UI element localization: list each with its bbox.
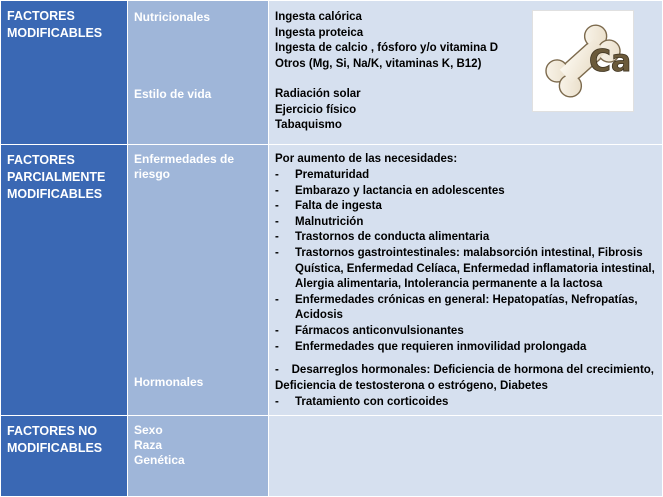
detail-cell [269,1,663,145]
list-item: Raza [134,438,163,453]
list-item: - Trastornos de conducta alimentaria [275,231,490,244]
subcategory-cell [128,1,269,145]
bone-calcium-icon [532,10,634,112]
row-modifiable [1,1,663,145]
category-label: FACTORES MODIFICABLES [7,9,103,40]
list-item: - Malnutrición [275,215,364,228]
list-item: Tabaquismo [275,119,342,132]
subcategory-nutricionales: Nutricionales [134,10,211,24]
list-item: - Enfermedades que requieren inmovilidad prolongada [275,340,587,353]
subcategory-cell [128,416,269,497]
category-cell [1,416,128,497]
list-item: Sexo [134,423,163,438]
detail-cell [269,145,663,416]
detail-cell-empty [269,416,663,497]
category-label: FACTORES PARCIALMENTE MODIFICABLES [7,153,106,202]
hormonal-factors-list [275,363,658,410]
subcategory-hormonales: Hormonales [134,375,204,390]
category-label: FACTORES NO MODIFICABLES [7,424,103,456]
nutritional-factors-list [275,10,498,72]
list-item: - Trastornos gastrointestinales: malabsorción intestinal, Fibrosis Quística, Enfermedad Celíaca, Enfermedad inflamatoria intestinal, Alergia alimentaria, Intolerancia permanente a la lactosa [275,247,655,291]
list-item: Ingesta de calcio , fósforo y/o vitamina D [275,42,499,55]
row-non-modifiable [1,416,663,497]
list-item: - Falta de ingesta [275,200,382,213]
list-item: Otros (Mg, Si, Na/K, vitaminas K, B12) [275,57,482,70]
subcategory-non-modifiable-list [128,416,268,468]
risk-diseases-list [275,152,658,355]
list-item: - Fármacos anticonvulsionantes [275,324,464,337]
row-partially-modifiable [1,145,663,416]
list-item: - Desarreglos hormonales: Deficiencia de hormona del crecimiento, Deficiencia de testosterona o estrógeno, Diabetes [275,364,654,393]
category-cell [1,1,128,145]
list-heading: Por aumento de las necesidades: [275,153,458,166]
svg-text:Ca: Ca [589,44,632,79]
category-cell [1,145,128,416]
subcategory-estilo-de-vida: Estilo de vida [134,87,212,101]
lifestyle-factors-list [275,87,361,134]
list-item: Ingesta proteica [275,26,364,39]
list-item: Radiación solar [275,88,361,100]
list-item: - Tratamiento con corticoides [275,395,449,408]
subcategory-cell [128,145,269,416]
list-item: - Embarazo y lactancia en adolescentes [275,184,505,197]
list-item: Ejercicio físico [275,103,357,116]
list-item: - Enfermedades crónicas en general: Hepatopatías, Nefropatías, Acidosis [275,293,638,322]
subcategory-enfermedades-de-riesgo: Enfermedades de riesgo [134,152,235,182]
list-item: - Prematuridad [275,169,370,182]
list-item: Ingesta calórica [275,11,362,23]
list-item: Genética [134,453,185,468]
